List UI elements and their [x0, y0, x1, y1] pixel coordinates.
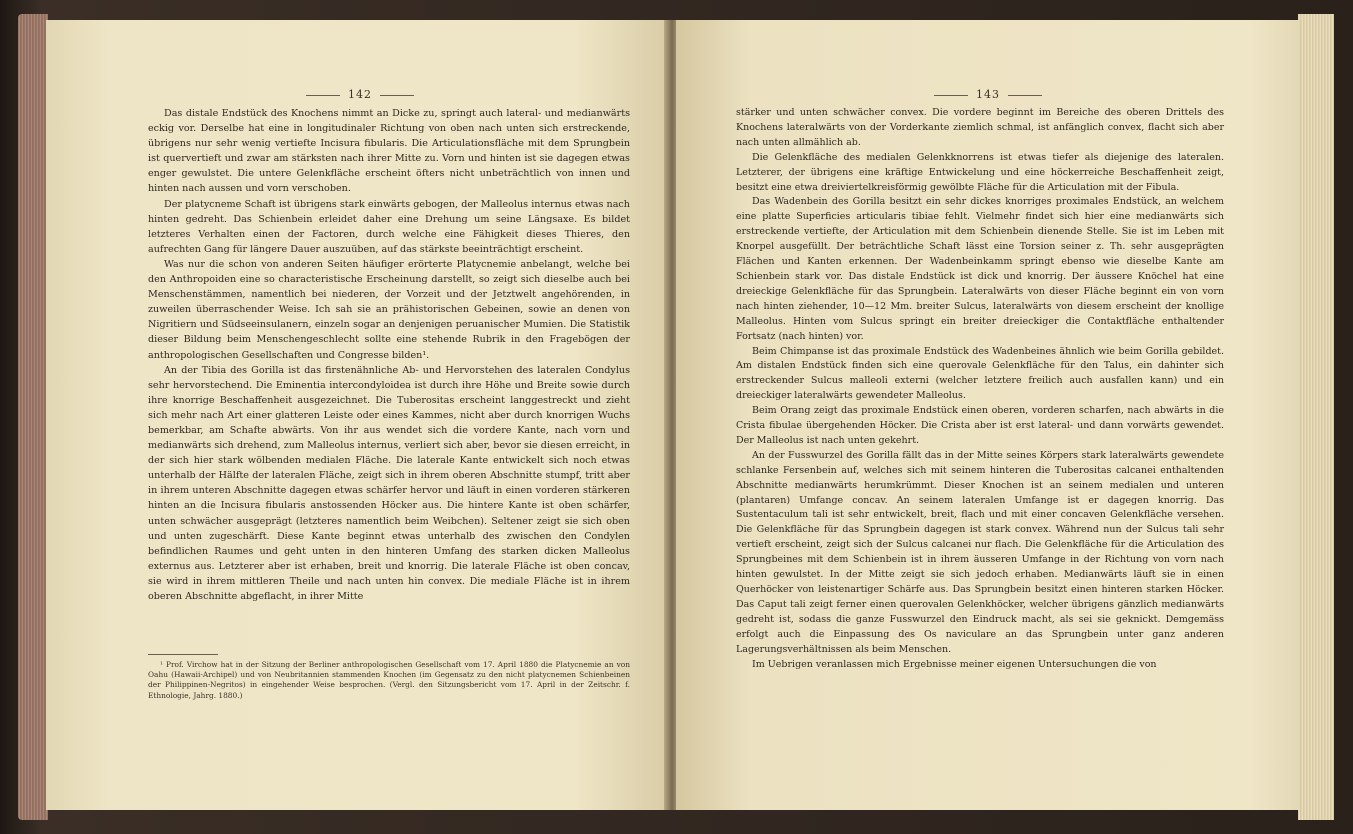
footnote-text: ¹ Prof. Virchow hat in der Sitzung der Berliner anthropologischen Gesellschaft vom 17. April 1880 die Platycnemie an von Oahu (Hawaii-Archipel) und von Neubritannien stammenden Knochen (im Gegensatz zu den nicht platycnemen Schienbeinen der Philippinen-Negritos) in eingehender Weise besprochen. (Vergl. den Sitzungsbericht vom 17. April in der Zeitschr. f. Ethnologie, Jahrg. 1880.): [148, 660, 630, 700]
right-page: [676, 20, 1300, 810]
page-number-left: 142: [298, 88, 422, 101]
paragraph: Beim Orang zeigt das proximale Endstück einen oberen, vorderen scharfen, nach abwärts in die Crista fibulae übergehenden Höcker. Die Crista aber ist erst lateral- und dann vorwärts gewendet. Der Malleolus ist nach unten gekehrt.: [736, 405, 1224, 446]
paragraph: Im Uebrigen veranlassen mich Ergebnisse meiner eigenen Untersuchungen die von: [752, 658, 1157, 670]
paragraph: An der Tibia des Gorilla ist das firstenähnliche Ab- und Hervorstehen des lateralen Condylus sehr hervorstechend. Die Eminentia intercondyloidea ist durch ihre Höhe und Breite sowie durch ihre knorrige Beschaffenheit ausgezeichnet. Die Tuberositas erscheint langgestreckt und zieht sich mehr nach Art einer glatteren Leiste oder eines Kammes, nicht aber durch knorrigen Wuchs bemerkbar, am Schafte abwärts. Von ihr aus wendet sich die vordere Kante, nach vorn und medianwärts sich drehend, zum Malleolus internus, verliert sich aber, bevor sie diesen erreicht, in der sich hier stark wölbenden medialen Fläche. Die laterale Kante entwickelt sich noch etwas unterhalb der Hälfte der lateralen Fläche, zeigt sich in ihrem oberen Abschnitte stumpf, tritt aber in ihrem unteren Abschnitte dagegen etwas schärfer hervor und läuft in einen vorderen stärkeren hinten an die Incisura fibularis anstossenden Höcker aus. Die hintere Kante ist oben schärfer, unten schwächer ausgeprägt (letzteres namentlich beim Weibchen). Seltener zeigt sie sich oben und unten zugeschärft. Diese Kante beginnt etwas unterhalb des zwischen den Condylen befindlichen Raumes und geht unten in den hinteren Umfang des starken dicken Malleolus externus aus. Letzterer aber ist erhaben, breit und knorrig. Die laterale Fläche ist oben concav, sie wird in ihrem mittleren Theile und nach unten hin convex. Die mediale Fläche ist in ihrem oberen Abschnitte abgeflacht, in ihrer Mitte: [148, 364, 630, 602]
paragraph: Was nur die schon von anderen Seiten häufiger erörterte Platycnemie anbelangt, welche bei den Anthropoiden eine so characteristische Erscheinung darstellt, so zeigt sich dieselbe auch bei Menschenstämmen, namentlich bei niederen, der Vorzeit und der Jetztwelt angehörenden, in zuweilen überraschender Weise. Ich sah sie an prähistorischen Gebeinen, sowie an denen von Nigritiern und Südseeinsulanern, einzeln sogar an denjenigen peruanischer Mumien. Die Statistik dieser Bildung beim Menschengeschlecht sollte eine stehende Rubrik in den Fragebögen der anthropologischen Gesellschaften und Congresse bilden¹.: [148, 258, 630, 361]
paragraph: Der platycneme Schaft ist übrigens stark einwärts gebogen, der Malleolus internus etwas nach hinten gedreht. Das Schienbein erleidet daher eine Drehung um seine Längsaxe. Es bildet letzteres Verhalten einen der Factoren, durch welche eine Fähigkeit dieses Thieres, den aufrechten Gang für längere Dauer auszuüben, auf das stärkste beeinträchtigt erscheint.: [148, 198, 630, 255]
footnote-rule: [148, 654, 218, 655]
paragraph: Die Gelenkfläche des medialen Gelenkknorrens ist etwas tiefer als diejenige des lateralen. Letzterer, der übrigens eine kräftige Entwickelung und eine höckerreiche Beschaffenheit zeigt, besitzt eine etwa dreiviertelkreisförmig gewölbte Fläche für die Articulation mit der Fibula.: [736, 151, 1224, 193]
left-page: [46, 20, 668, 810]
right-page-body: [736, 106, 1224, 672]
book-cover-edge: [18, 14, 48, 820]
left-page-body: [148, 106, 630, 604]
paragraph: Beim Chimpanse ist das proximale Endstück des Wadenbeines ähnlich wie beim Gorilla gebildet. Am distalen Endstück finden sich eine querovale Gelenkfläche für den Talus, ein dahinter sich erstreckender Sulcus malleoli externi (welcher letztere freilich auch ausfallen kann) und ein dreieckiger lateralwärts gewendeter Malleolus.: [736, 345, 1224, 402]
paragraph: Das Wadenbein des Gorilla besitzt ein sehr dickes knorriges proximales Endstück, an welchem eine platte Superficies articularis tibiae fehlt. Vielmehr findet sich hier eine medianwärts sich erstreckende vertiefte, der Articulation mit dem Schienbein dienende Stelle. Sie ist im Leben mit Knorpel ausgefüllt. Der beträchtliche Schaft lässt eine Torsion seiner z. Th. sehr ausgeprägten Flächen und Kanten erkennen. Der Wadenbeinkamm springt ebenso wie dieselbe Kante am Schienbein stark vor. Das distale Endstück ist dick und knorrig. Der äussere Knöchel hat eine dreieckige Gelenkfläche für das Sprungbein. Lateralwärts von dieser Fläche beginnt ein von vorn nach hinten ziehender, 10—12 Mm. breiter Sulcus, lateralwärts von diesem erscheint der knollige Malleolus. Hinten vom Sulcus springt ein breiter dreieckiger die Contaktfläche enthaltender Fortsatz (nach hinten) vor.: [736, 196, 1224, 342]
page-stack-edge: [1298, 14, 1334, 820]
footnote: [148, 660, 630, 701]
page-number-right: 143: [926, 88, 1050, 101]
paragraph: Das distale Endstück des Knochens nimmt an Dicke zu, springt auch lateral- und medianwärts eckig vor. Derselbe hat eine in longitudinaler Richtung von oben nach unten sich erstreckende, übrigens nur sehr wenig vertiefte Incisura fibularis. Die Articulationsfläche mit dem Sprungbein ist quervertieft und zwar am stärksten nach ihrer Mitte zu. Vorn und hinten ist sie dagegen etwas enger gewulstet. Die untere Gelenkfläche erscheint öfters nicht unbeträchtlich von innen und hinten nach aussen und vorn verschoben.: [148, 108, 630, 195]
paragraph: stärker und unten schwächer convex. Die vordere beginnt im Bereiche des oberen Drittels des Knochens lateralwärts von der Vorderkante ziemlich schmal, ist anfänglich convex, flacht sich aber nach unten allmählich ab.: [736, 107, 1224, 148]
paragraph: An der Fusswurzel des Gorilla fällt das in der Mitte seines Körpers stark lateralwärts gewendete schlanke Fersenbein auf, welches sich mit seinem hinteren die Tuberositas calcanei enthaltenden Abschnitte medianwärts herumkrümmt. Dieser Knochen ist an seinem medialen und unteren (plantaren) Umfange concav. An seinem lateralen Umfange ist er dagegen knorrig. Das Sustentaculum tali ist sehr entwickelt, breit, flach und mit einer concaven Gelenkfläche versehen. Die Gelenkfläche für das Sprungbein dagegen ist stark convex. Während nun der Sulcus tali sehr vertieft erscheint, zeigt sich der Sulcus calcanei nur flach. Die Gelenkfläche für die Articulation des Sprungbeines mit dem Schienbein ist in ihrem äusseren Umfange in der Richtung von vorn nach hinten gewulstet. In der Mitte zeigt sie sich jedoch erhaben. Medianwärts läuft sie in einen Querhöcker von leistenartiger Schärfe aus. Das Sprungbein besitzt einen hinteren starken Höcker. Das Caput tali zeigt ferner einen querovalen Gelenkhöcker, welcher übrigens gänzlich medianwärts gedreht ist, sodass die ganze Fusswurzel den Eindruck macht, als sei sie geknickt. Demgemäss erfolgt auch die Einpassung des Os naviculare an das Sprungbein unter ganz anderen Lagerungsverhältnissen als beim Menschen.: [736, 449, 1224, 655]
